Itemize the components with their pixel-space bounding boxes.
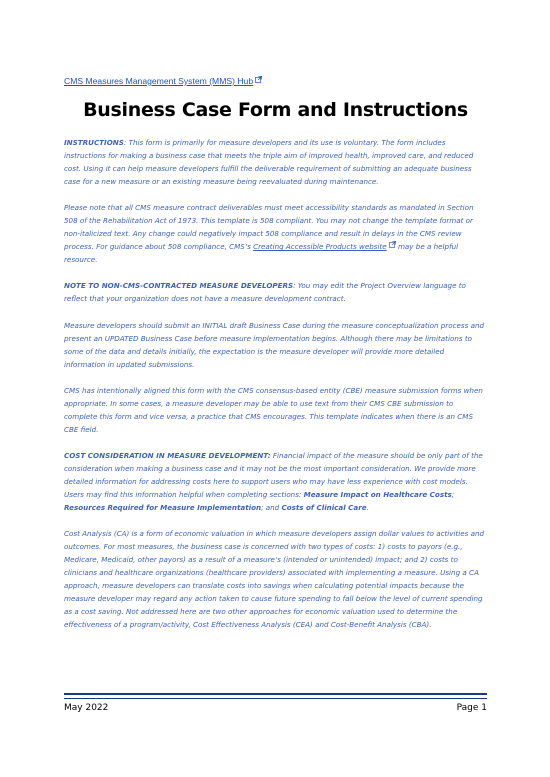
- creating-accessible-products-link[interactable]: Creating Accessible Products website: [253, 242, 396, 251]
- note-label: NOTE TO NON-CMS-CONTRACTED MEASURE DEVELOPERS: [64, 281, 294, 291]
- footer-divider-thin: [64, 698, 487, 699]
- cost-analysis-paragraph: Cost Analysis (CA) is a form of economic valuation in which measure developers assign dollar values to activities and outcomes. For most measures, the business case is concerned with two types of costs: 1) costs to payors (e.g., Medicare, Medicaid, other payors) as a result of a measure’s (intended or unintended) impact; and 2) costs to clinicians and healthcare organizations (healthcare providers) associated with implementing a measure. Using a CA approach, measure developers can translate costs into savings when calculating potential impacts because the measure developer may regard any action taken to cause future spending to fall below the level of current spending as a cost saving. Not addressed here are two other approaches for economic valuation used to determine the effectiveness of a program/activity, Cost Effectiveness Analysis (CEA) and Cost-Benefit Analysis (CBA).: [64, 529, 485, 630]
- section-ref-clinical-care-costs: Costs of Clinical Care: [281, 503, 367, 513]
- section-ref-healthcare-costs: Measure Impact on Healthcare Costs: [303, 490, 452, 500]
- cost-consideration-paragraph: COST CONSIDERATION IN MEASURE DEVELOPMENT: Financial impact of the measure should be only part of the consideration when making a business case and it may not be the most important consideration. We provide more detailed information for addressing costs here to support users who may have less experience with cost models. Users may find this information helpful when completing sections: Measure Impact on Healthcare Costs; Resources Required for Measure Implementation; and Costs of Clinical Care.: [64, 450, 483, 513]
- footer-divider: [64, 693, 487, 695]
- mms-hub-link[interactable]: [64, 76, 262, 86]
- mms-hub-link-text[interactable]: CMS Measures Management System (MMS) Hub: [64, 76, 254, 86]
- instructions-paragraph: INSTRUCTIONS: This form is primarily for measure developers and its use is voluntary. The form includes instructions for making a business case that meets the triple aim of improved health, improved care, and reduced cost. Using it can help measure developers fulfill the deliverable requirement of submitting an adequate business case for a new measure or an existing measure being reevaluated during maintenance.: [64, 138, 474, 187]
- footer-date: May 2022: [64, 703, 109, 713]
- footer-page-number: Page 1: [456, 703, 487, 713]
- instructions-label: INSTRUCTIONS: [64, 138, 124, 147]
- non-cms-developers-note: NOTE TO NON-CMS-CONTRACTED MEASURE DEVELOPERS: You may edit the Project Overview language to reflect that your organization does not have a measure development contract.: [64, 281, 466, 304]
- cost-consideration-label: COST CONSIDERATION IN MEASURE DEVELOPMENT:: [64, 450, 271, 460]
- cbe-alignment-paragraph: CMS has intentionally aligned this form with the CMS consensus-based entity (CBE) measure submission forms when appropriate. In some cases, a measure developer may be able to use text from their CMS CBE submission to complete this form and vice versa, a practice that CMS encourages. This template indicates when there is an CMS CBE field.: [64, 385, 483, 434]
- external-link-icon: [255, 76, 262, 83]
- section-508-paragraph: Please note that all CMS measure contract deliverables must meet accessibility standards as mandated in Section 508 of the Rehabilitation Act of 1973. This template is 508 compliant. You may not change the template format or non-italicized text. Any change could negatively impact 508 compliance and result in delays in the CMS review process. For guidance about 508 compliance, CMS’s Creating Accessible Products website may be a helpful resource.: [64, 203, 474, 265]
- external-link-icon: [389, 241, 396, 248]
- page-title: Business Case Form and Instructions: [83, 99, 468, 121]
- section-ref-resources-required: Resources Required for Measure Implementation: [64, 503, 262, 513]
- instructions-body: [64, 136, 487, 645]
- submission-timing-paragraph: Measure developers should submit an INITIAL draft Business Case during the measure conceptualization process and present an UPDATED Business Case before measure implementation begins. Although there may be limitations to some of the data and details initially, the expectation is the measure developer will provide more detailed information in updated submissions.: [64, 320, 485, 369]
